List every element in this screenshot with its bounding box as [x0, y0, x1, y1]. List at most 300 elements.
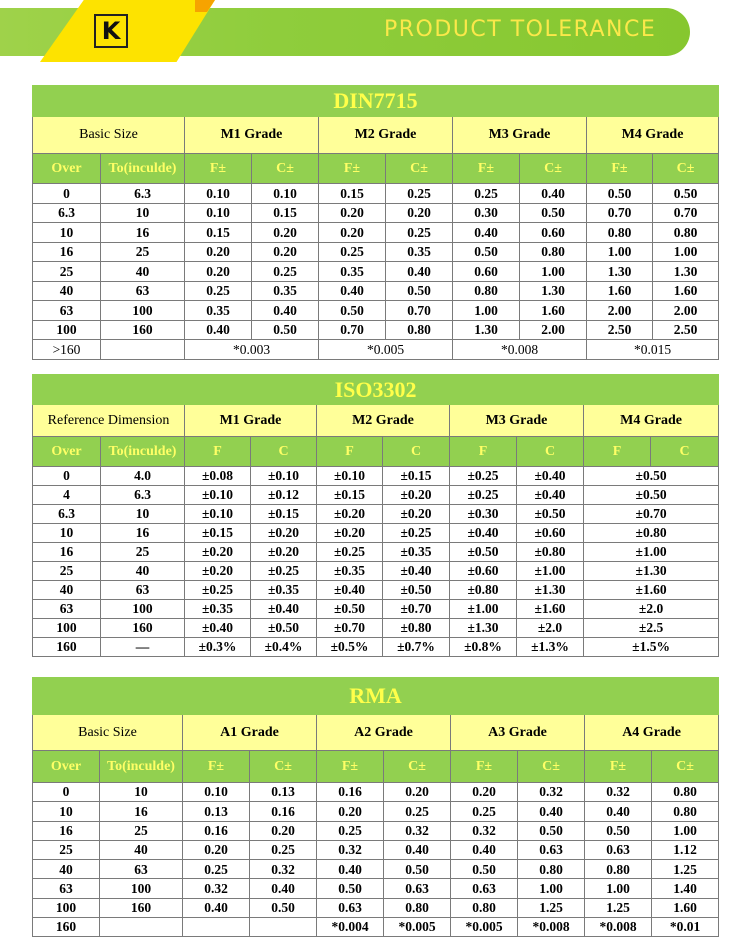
table-cell: 4.0 — [101, 467, 185, 486]
table-cell: 0.15 — [319, 184, 386, 204]
grade-header: A4 Grade — [585, 715, 719, 751]
table-row — [33, 203, 719, 223]
table-cell: 40 — [101, 562, 185, 581]
table-cell — [100, 918, 183, 937]
table-cell: 0.32 — [317, 840, 384, 859]
table-cell: 0.50 — [520, 203, 587, 223]
table-cell: 0.15 — [185, 223, 252, 243]
table-cell: 0.32 — [384, 821, 451, 840]
table-cell: 0.25 — [250, 840, 317, 859]
table-row — [33, 262, 719, 282]
column-header: F — [317, 437, 383, 467]
table-cell: 0.63 — [518, 840, 585, 859]
table-cell: 63 — [33, 600, 101, 619]
column-header: Over — [33, 154, 101, 184]
table-cell: 0.10 — [185, 203, 252, 223]
grade-header: M4 Grade — [584, 405, 719, 437]
table-cell: 0.80 — [384, 898, 451, 917]
table-row — [33, 543, 719, 562]
table-cell: 0.63 — [451, 879, 518, 898]
table-cell: 0.16 — [250, 802, 317, 821]
table-cell: 0.63 — [317, 898, 384, 917]
table-cell: 0.32 — [585, 783, 652, 802]
table-cell: 1.00 — [652, 821, 719, 840]
grade-header: M2 Grade — [319, 117, 453, 154]
table-cell: *0.008 — [518, 918, 585, 937]
column-header: F± — [317, 751, 384, 783]
table-cell: ±0.25 — [185, 581, 251, 600]
table-cell: 63 — [100, 860, 183, 879]
table-cell: 0.70 — [587, 203, 653, 223]
column-header: F — [584, 437, 651, 467]
table-cell: ±2.5 — [584, 619, 719, 638]
table-cell: ±0.40 — [517, 486, 584, 505]
page-title: PRODUCT TOLERANCE — [384, 17, 657, 42]
column-header: Over — [33, 751, 100, 783]
table-cell: 10 — [33, 524, 101, 543]
table-cell: 100 — [33, 619, 101, 638]
table-cell: 0.80 — [653, 223, 719, 243]
table-title-row — [33, 375, 719, 405]
table-cell: *0.005 — [451, 918, 518, 937]
table-cell: 0.70 — [319, 320, 386, 340]
table-row — [33, 281, 719, 301]
column-header: C± — [520, 154, 587, 184]
table-cell — [101, 340, 185, 360]
table-cell: 0.80 — [518, 860, 585, 879]
table-cell: 0 — [33, 467, 101, 486]
basic-size-header: Basic Size — [33, 117, 185, 154]
table-cell: 0.40 — [185, 320, 252, 340]
basic-size-header: Basic Size — [33, 715, 183, 751]
table-row — [33, 184, 719, 204]
table-cell: 2.00 — [587, 301, 653, 321]
logo-letter: K — [101, 17, 121, 45]
table-cell: 0.50 — [518, 821, 585, 840]
table-cell: 6.3 — [33, 505, 101, 524]
column-header: F± — [451, 751, 518, 783]
table-cell: 6.3 — [101, 184, 185, 204]
column-header: C± — [384, 751, 451, 783]
table-cell: 0.20 — [317, 802, 384, 821]
table-cell: 1.30 — [520, 281, 587, 301]
table-cell: ±1.5% — [584, 638, 719, 657]
table-cell: 1.00 — [653, 242, 719, 262]
table-cell: 0.40 — [317, 860, 384, 879]
grade-header: M2 Grade — [317, 405, 450, 437]
table-cell: 0.20 — [252, 242, 319, 262]
table-cell: 0.25 — [252, 262, 319, 282]
table-cell: ±0.20 — [185, 562, 251, 581]
table-cell: ±0.15 — [383, 467, 450, 486]
table-cell: ±0.20 — [383, 505, 450, 524]
table-cell: 0.40 — [252, 301, 319, 321]
table-title: DIN7715 — [33, 86, 719, 117]
table-cell: 160 — [33, 638, 101, 657]
table-cell — [183, 918, 250, 937]
table-cell: 100 — [33, 898, 100, 917]
basic-size-header: Reference Dimension — [33, 405, 185, 437]
table-cell: ±1.30 — [450, 619, 517, 638]
table-cell: 0.50 — [587, 184, 653, 204]
table-cell: 0.25 — [386, 184, 453, 204]
table-cell: 160 — [101, 320, 185, 340]
table-cell: ±0.20 — [317, 524, 383, 543]
column-header: C — [517, 437, 584, 467]
table-cell: 100 — [100, 879, 183, 898]
column-header: To(inculde) — [101, 437, 185, 467]
table-row — [33, 802, 719, 821]
table-cell: 0.40 — [453, 223, 520, 243]
table-cell: 0.25 — [386, 223, 453, 243]
table-cell: 0.25 — [319, 242, 386, 262]
column-header: C — [651, 437, 719, 467]
table-cell: *0.008 — [585, 918, 652, 937]
table-cell: 0.15 — [252, 203, 319, 223]
table-cell: 0.13 — [250, 783, 317, 802]
table-cell: 1.00 — [520, 262, 587, 282]
table-cell: ±0.70 — [383, 600, 450, 619]
table-cell: 100 — [101, 600, 185, 619]
table-cell: ±0.50 — [584, 467, 719, 486]
table-cell: 0.16 — [183, 821, 250, 840]
table-cell: ±0.40 — [317, 581, 383, 600]
table-cell: ±0.20 — [251, 524, 317, 543]
header-banner — [0, 0, 750, 70]
table-cell: 100 — [101, 301, 185, 321]
table-cell: 0 — [33, 783, 100, 802]
table-cell: ±0.7% — [383, 638, 450, 657]
table-row — [33, 467, 719, 486]
table-cell: ±0.70 — [584, 505, 719, 524]
table-cell: 10 — [33, 223, 101, 243]
table-cell: ±1.30 — [517, 581, 584, 600]
table-cell: 0.40 — [384, 840, 451, 859]
table-cell: 0.30 — [453, 203, 520, 223]
table-cell: 0.40 — [518, 802, 585, 821]
grade-header: A2 Grade — [317, 715, 451, 751]
table-cell: 0.32 — [451, 821, 518, 840]
table-cell: 63 — [101, 281, 185, 301]
grade-header: A3 Grade — [451, 715, 585, 751]
table-row — [33, 898, 719, 917]
table-cell: ±0.15 — [251, 505, 317, 524]
table-cell — [250, 918, 317, 937]
table-cell: ±0.25 — [450, 486, 517, 505]
table-cell: 1.00 — [587, 242, 653, 262]
din7715-table — [32, 85, 719, 360]
table-cell: ±0.20 — [317, 505, 383, 524]
table-cell: ±0.40 — [185, 619, 251, 638]
table-cell: ±0.50 — [383, 581, 450, 600]
table-cell: 10 — [101, 505, 185, 524]
table-cell: ±0.25 — [317, 543, 383, 562]
column-header: C± — [250, 751, 317, 783]
table-row — [33, 619, 719, 638]
table-cell: 0.40 — [183, 898, 250, 917]
table-cell: 2.00 — [653, 301, 719, 321]
table-cell: 0.35 — [185, 301, 252, 321]
table-cell: 0.40 — [250, 879, 317, 898]
table-cell: 0.20 — [384, 783, 451, 802]
table-cell: ±0.20 — [251, 543, 317, 562]
table-cell: 0.80 — [585, 860, 652, 879]
table-cell: ±0.70 — [317, 619, 383, 638]
table-cell: 1.12 — [652, 840, 719, 859]
table-cell: 0.16 — [317, 783, 384, 802]
table-cell: 63 — [33, 879, 100, 898]
table-cell: 6.3 — [101, 486, 185, 505]
table-cell: 0.20 — [185, 242, 252, 262]
table-cell: ±0.10 — [185, 486, 251, 505]
table-cell: 0.32 — [183, 879, 250, 898]
rma-table-section — [32, 677, 718, 937]
table-title: RMA — [33, 678, 719, 715]
table-cell: 0.10 — [183, 783, 250, 802]
table-cell: 0.80 — [451, 898, 518, 917]
grade-header-row — [33, 117, 719, 154]
column-header: F± — [453, 154, 520, 184]
table-cell: ±0.25 — [251, 562, 317, 581]
column-header: C± — [653, 154, 719, 184]
table-cell: ±0.4% — [251, 638, 317, 657]
table-cell: 0.20 — [250, 821, 317, 840]
table-cell: 0.63 — [585, 840, 652, 859]
table-cell: ±0.8% — [450, 638, 517, 657]
column-header-row — [33, 751, 719, 783]
table-cell: 0.40 — [319, 281, 386, 301]
table-cell: 0.50 — [453, 242, 520, 262]
table-cell: 160 — [33, 918, 100, 937]
table-cell: 0.32 — [518, 783, 585, 802]
table-cell: 0.20 — [183, 840, 250, 859]
table-row — [33, 223, 719, 243]
grade-header: M3 Grade — [453, 117, 587, 154]
table-cell: 1.30 — [653, 262, 719, 282]
table-cell: 0.35 — [386, 242, 453, 262]
column-header: F± — [587, 154, 653, 184]
table-cell: 0.50 — [317, 879, 384, 898]
table-cell: *0.005 — [384, 918, 451, 937]
table-cell: 0.80 — [520, 242, 587, 262]
grade-header: A1 Grade — [183, 715, 317, 751]
table-cell: 2.00 — [520, 320, 587, 340]
table-cell: *0.01 — [652, 918, 719, 937]
table-cell: 40 — [100, 840, 183, 859]
table-cell: 1.40 — [652, 879, 719, 898]
table-cell: 63 — [33, 301, 101, 321]
table-cell: ±0.20 — [185, 543, 251, 562]
table-row — [33, 242, 719, 262]
table-row — [33, 320, 719, 340]
table-cell: 4 — [33, 486, 101, 505]
table-cell: 0.40 — [386, 262, 453, 282]
table-cell: ±0.40 — [251, 600, 317, 619]
column-header: To(inculde) — [100, 751, 183, 783]
table-cell: ±0.80 — [450, 581, 517, 600]
table-cell: 0.32 — [250, 860, 317, 879]
table-cell: 0.25 — [453, 184, 520, 204]
table-cell: ±0.3% — [185, 638, 251, 657]
table-cell: 25 — [33, 262, 101, 282]
table-row — [33, 562, 719, 581]
table-cell: ±0.25 — [383, 524, 450, 543]
table-cell: ±0.35 — [317, 562, 383, 581]
table-cell: 0.25 — [185, 281, 252, 301]
table-cell: ±0.50 — [450, 543, 517, 562]
table-cell: 16 — [33, 543, 101, 562]
table-cell: 40 — [33, 281, 101, 301]
table-cell: ±0.50 — [517, 505, 584, 524]
table-cell: 16 — [101, 223, 185, 243]
table-cell: 0.80 — [587, 223, 653, 243]
table-cell: 0.20 — [185, 262, 252, 282]
column-header: C — [251, 437, 317, 467]
din7715-table-section — [32, 85, 718, 360]
table-cell: ±0.50 — [584, 486, 719, 505]
table-cell: 0.50 — [653, 184, 719, 204]
table-cell: 25 — [100, 821, 183, 840]
table-cell: 0.60 — [453, 262, 520, 282]
table-cell: ±0.30 — [450, 505, 517, 524]
table-cell: 0.80 — [386, 320, 453, 340]
table-cell: 25 — [33, 562, 101, 581]
table-cell: 0.63 — [384, 879, 451, 898]
table-cell: ±0.10 — [185, 505, 251, 524]
table-row — [33, 821, 719, 840]
table-cell: ±1.00 — [450, 600, 517, 619]
table-cell: ±0.20 — [383, 486, 450, 505]
table-cell: *0.004 — [317, 918, 384, 937]
table-cell: ±0.25 — [450, 467, 517, 486]
column-header: C± — [652, 751, 719, 783]
table-row — [33, 600, 719, 619]
table-cell: 1.60 — [520, 301, 587, 321]
table-cell: ±0.40 — [383, 562, 450, 581]
table-cell: ±1.60 — [584, 581, 719, 600]
grade-header: M1 Grade — [185, 405, 317, 437]
table-cell: 0 — [33, 184, 101, 204]
column-header: C± — [252, 154, 319, 184]
table-cell: 16 — [101, 524, 185, 543]
table-cell: ±0.10 — [251, 467, 317, 486]
table-cell: 0.50 — [250, 898, 317, 917]
table-cell: ±1.3% — [517, 638, 584, 657]
table-cell: 0.25 — [183, 860, 250, 879]
column-header: C — [383, 437, 450, 467]
table-cell: ±0.08 — [185, 467, 251, 486]
table-cell: 1.60 — [653, 281, 719, 301]
table-cell: 1.30 — [587, 262, 653, 282]
table-cell: 2.50 — [653, 320, 719, 340]
table-cell: 0.80 — [652, 783, 719, 802]
table-cell: 0.20 — [451, 783, 518, 802]
table-cell: *0.005 — [319, 340, 453, 360]
table-cell: 0.50 — [252, 320, 319, 340]
column-header: F± — [185, 154, 252, 184]
table-cell: ±2.0 — [584, 600, 719, 619]
column-header-row — [33, 437, 719, 467]
table-cell: 0.20 — [252, 223, 319, 243]
column-header: F± — [319, 154, 386, 184]
table-cell: 0.10 — [252, 184, 319, 204]
table-cell: 1.00 — [585, 879, 652, 898]
grade-header: M1 Grade — [185, 117, 319, 154]
table-cell: 0.25 — [317, 821, 384, 840]
table-cell: 6.3 — [33, 203, 101, 223]
table-cell: 1.30 — [453, 320, 520, 340]
table-cell: 0.50 — [384, 860, 451, 879]
table-cell: *0.008 — [453, 340, 587, 360]
table-cell: 0.70 — [386, 301, 453, 321]
table-row — [33, 879, 719, 898]
column-header: To(inculde) — [101, 154, 185, 184]
table-cell: ±0.5% — [317, 638, 383, 657]
table-cell: 40 — [33, 860, 100, 879]
table-cell: ±0.60 — [517, 524, 584, 543]
table-cell: 0.20 — [319, 203, 386, 223]
table-cell: 0.40 — [451, 840, 518, 859]
table-row — [33, 524, 719, 543]
table-title-row — [33, 86, 719, 117]
column-header: C± — [518, 751, 585, 783]
table-cell: 0.25 — [384, 802, 451, 821]
column-header: F — [185, 437, 251, 467]
iso3302-table-section — [32, 374, 718, 657]
table-cell: 0.50 — [386, 281, 453, 301]
table-cell: 0.50 — [451, 860, 518, 879]
table-cell: 40 — [33, 581, 101, 600]
column-header: Over — [33, 437, 101, 467]
table-cell: — — [101, 638, 185, 657]
table-cell: 1.00 — [518, 879, 585, 898]
table-cell: 0.20 — [319, 223, 386, 243]
table-cell: 2.50 — [587, 320, 653, 340]
table-title-row — [33, 678, 719, 715]
table-title: ISO3302 — [33, 375, 719, 405]
table-cell: ±0.50 — [251, 619, 317, 638]
table-cell: 10 — [33, 802, 100, 821]
column-header: F± — [585, 751, 652, 783]
table-cell: ±0.35 — [251, 581, 317, 600]
table-cell: 0.35 — [319, 262, 386, 282]
table-cell: 0.40 — [585, 802, 652, 821]
table-cell: 160 — [100, 898, 183, 917]
table-row — [33, 860, 719, 879]
table-cell: ±0.15 — [185, 524, 251, 543]
table-cell: >160 — [33, 340, 101, 360]
table-cell: 10 — [101, 203, 185, 223]
table-cell: *0.015 — [587, 340, 719, 360]
table-cell: ±0.80 — [517, 543, 584, 562]
table-row — [33, 486, 719, 505]
table-cell: 16 — [33, 821, 100, 840]
table-cell: 0.13 — [183, 802, 250, 821]
table-cell: 25 — [101, 543, 185, 562]
table-cell: 63 — [101, 581, 185, 600]
grade-header-row — [33, 405, 719, 437]
table-cell: ±1.00 — [517, 562, 584, 581]
table-cell: ±0.10 — [317, 467, 383, 486]
table-cell: 25 — [33, 840, 100, 859]
table-cell: ±0.80 — [584, 524, 719, 543]
table-cell: 10 — [100, 783, 183, 802]
table-cell: ±0.40 — [517, 467, 584, 486]
table-row — [33, 840, 719, 859]
table-cell: *0.003 — [185, 340, 319, 360]
table-cell: 0.60 — [520, 223, 587, 243]
table-row — [33, 638, 719, 657]
